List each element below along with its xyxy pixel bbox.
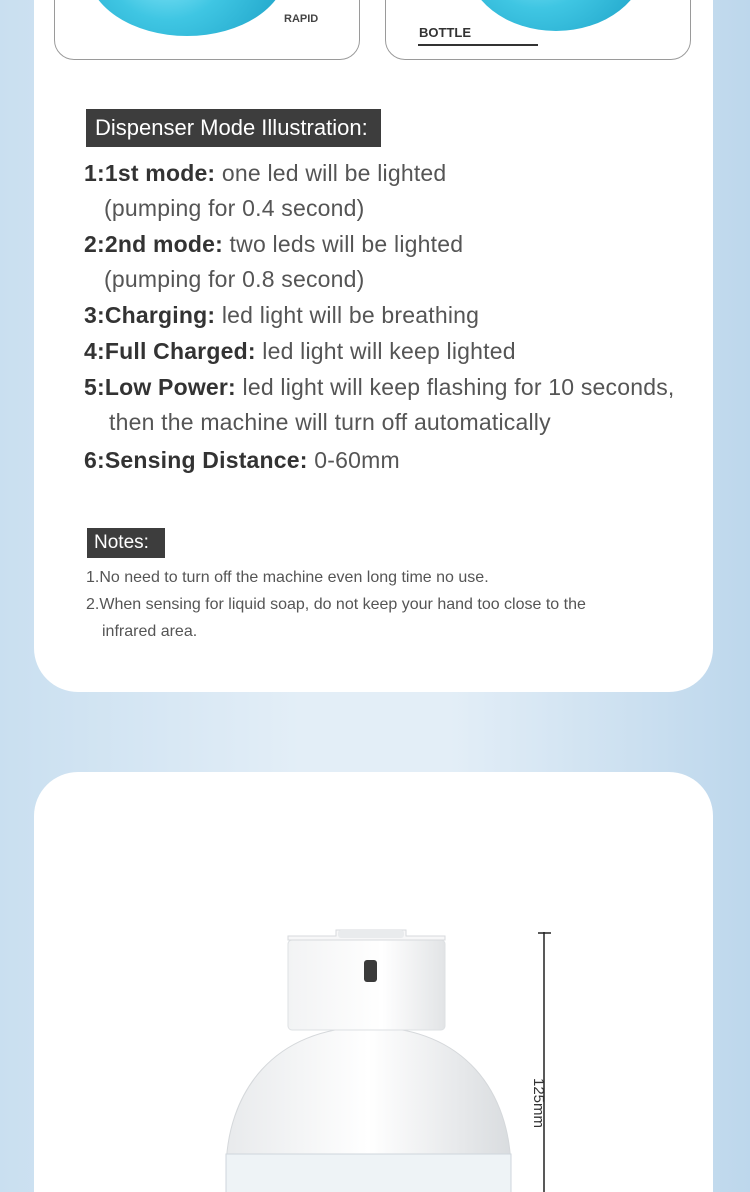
mode-item-num: 3: <box>84 302 105 328</box>
soap-dispenser-image <box>34 772 713 1192</box>
mode-item-title: Full Charged: <box>104 338 256 364</box>
soap-bubble-image <box>466 0 646 31</box>
mode-item-title: 1st mode: <box>104 160 216 186</box>
mode-item-num: 5: <box>84 374 105 400</box>
mode-item-title: Sensing Distance: <box>104 447 308 473</box>
mode-item-text: one led will be lighted <box>215 160 447 186</box>
mode-item-2-cont: (pumping for 0.8 second) <box>104 266 365 292</box>
notes-heading: Notes: <box>87 528 165 558</box>
bottle-underline <box>418 44 538 46</box>
mode-item-text: led light will keep flashing for 10 seconds, <box>235 374 675 400</box>
note-2: 2.When sensing for liquid soap, do not keep your hand too close to the <box>86 596 586 613</box>
rapid-mode-panel <box>54 0 360 60</box>
mode-item-text: 0-60mm <box>307 447 400 473</box>
mode-item-5-cont: then the machine will turn off automatically <box>109 409 551 435</box>
mode-item-2 <box>84 231 463 258</box>
mode-item-1 <box>84 160 446 187</box>
mode-item-title: Low Power: <box>104 374 236 400</box>
mode-item-num: 4: <box>84 338 105 364</box>
height-dimension-label: 125mm <box>530 1078 547 1129</box>
product-card <box>34 772 713 1192</box>
mode-item-title: Charging: <box>104 302 216 328</box>
mode-item-num: 6: <box>84 447 105 473</box>
bottle-label: BOTTLE <box>419 25 471 40</box>
mode-item-text: led light will keep lighted <box>255 338 516 364</box>
mode-item-4 <box>84 338 516 365</box>
mode-item-5 <box>84 374 675 401</box>
bottle-mode-panel <box>385 0 691 60</box>
mode-item-num: 2: <box>84 231 105 257</box>
note-1: 1.No need to turn off the machine even long time no use. <box>86 569 489 586</box>
soap-bubble-image <box>87 0 287 36</box>
mode-item-6 <box>84 447 400 474</box>
mode-item-num: 1: <box>84 160 105 186</box>
mode-heading: Dispenser Mode Illustration: <box>86 109 381 147</box>
note-2-cont: infrared area. <box>102 623 198 640</box>
mode-item-text: two leds will be lighted <box>222 231 464 257</box>
mode-item-text: led light will be breathing <box>215 302 480 328</box>
rapid-label: RAPID <box>284 13 319 25</box>
mode-item-1-cont: (pumping for 0.4 second) <box>104 195 365 221</box>
mode-item-title: 2nd mode: <box>104 231 223 257</box>
mode-item-3 <box>84 302 479 329</box>
